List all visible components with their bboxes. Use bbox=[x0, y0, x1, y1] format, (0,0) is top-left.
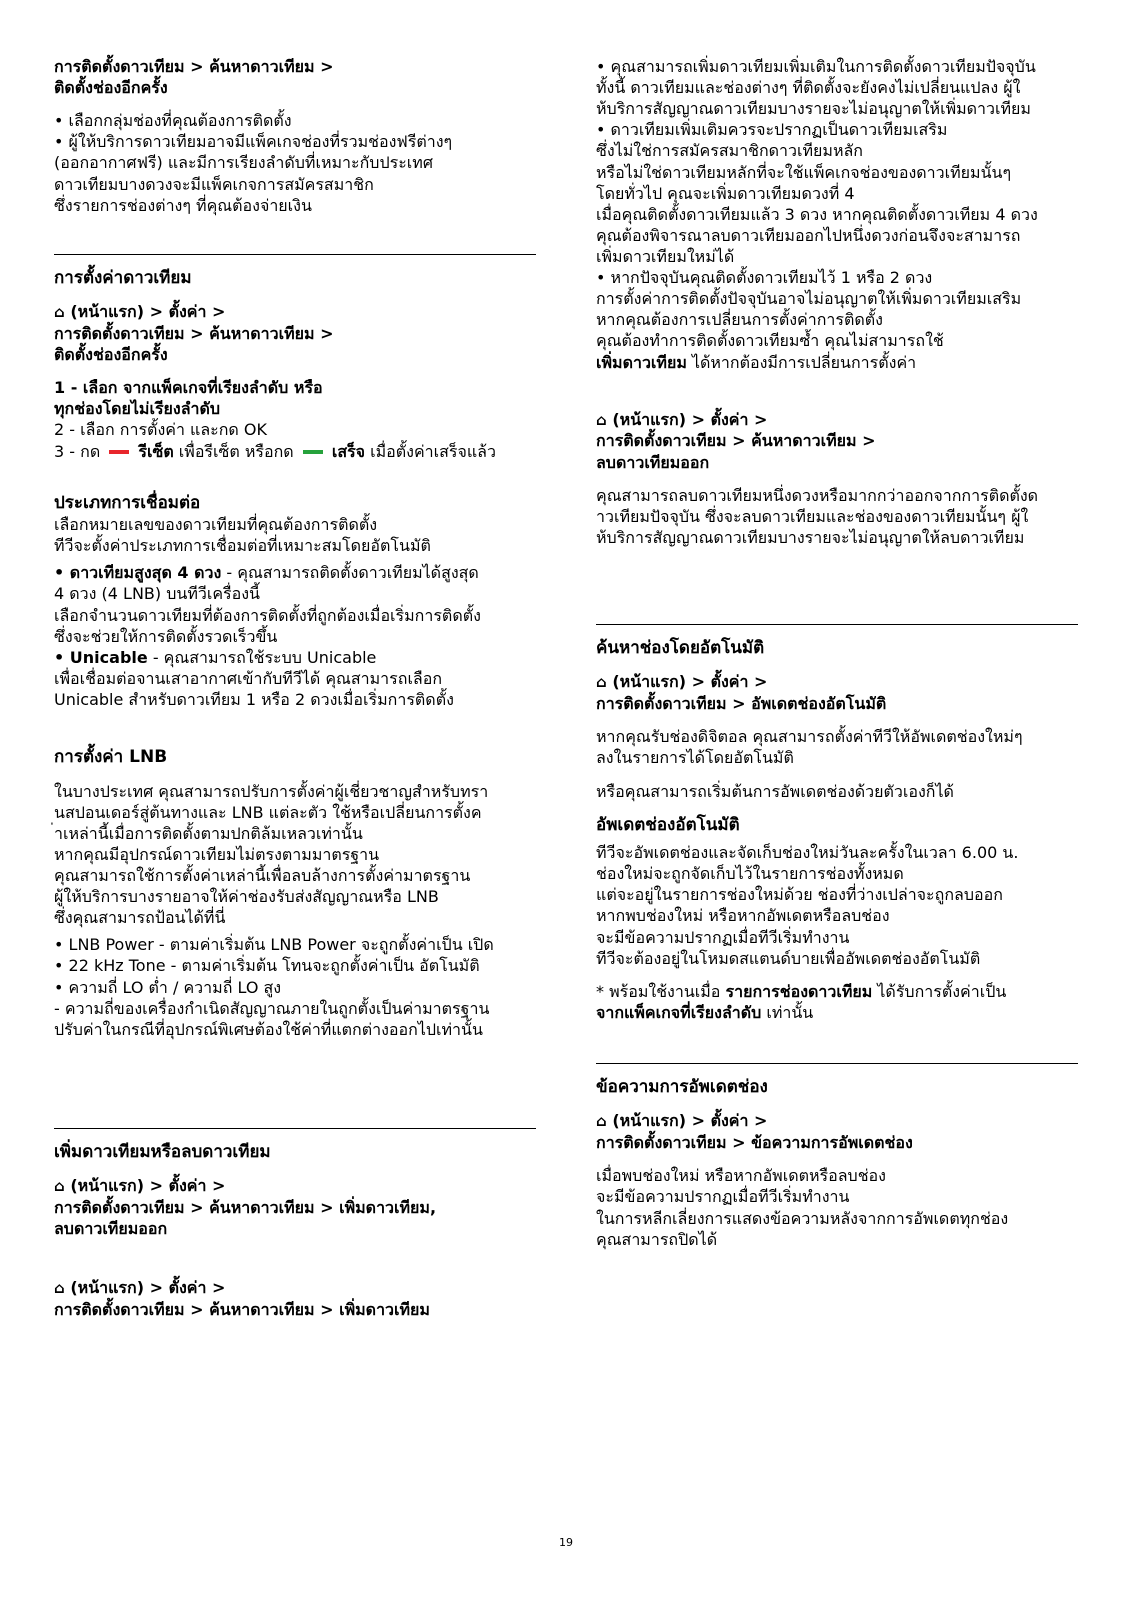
paragraph-line: หรือคุณสามารถเริ่มต้นการอัพเดตช่องด้วยตัวเองก็ได้ bbox=[596, 781, 954, 801]
paragraph-line: ซึ่งจะช่วยให้การติดตั้งรวดเร็วขึ้น bbox=[54, 626, 278, 646]
note-line bbox=[596, 981, 1078, 1002]
home-icon: ⌂ bbox=[596, 410, 607, 429]
paragraph-line: ในการหลีกเลี่ยงการแสดงข้อความหลังจากการอัพเดตทุกช่อง bbox=[596, 1208, 1009, 1228]
paragraph-line: 4 ดวง (4 LNB) บนทีวีเครื่องนี้ bbox=[54, 584, 260, 604]
home-path: (หน้าแรก) > ตั้งค่า > bbox=[612, 1111, 768, 1131]
step-line: ทุกช่องโดยไม่เรียงลำดับ bbox=[54, 399, 221, 419]
paragraph-line: เลือกหมายเลขของดาวเทียมที่คุณต้องการติดตั้ง bbox=[54, 515, 378, 535]
bullet-title: • ดาวเทียมสูงสุด 4 ดวง bbox=[54, 563, 222, 583]
home-icon: ⌂ bbox=[596, 673, 607, 692]
section-path: การติดตั้งดาวเทียม > ค้นหาดาวเทียม > เพิ่มดาวเทียม, bbox=[54, 1198, 437, 1218]
note-line bbox=[596, 1002, 1078, 1023]
paragraph-line: ปรับค่าในกรณีที่อุปกรณ์พิเศษต้องใช้ค่าที่แตกต่างออกไปเท่านั้น bbox=[54, 1019, 483, 1039]
paragraph-line: • เลือกกลุ่มช่องที่คุณต้องการติดตั้ง bbox=[54, 111, 292, 131]
bullet-text: ได้หากต้องมีการเปลี่ยนการตั้งค่า bbox=[686, 352, 917, 372]
paragraph-line: หากคุณต้องการเปลี่ยนการตั้งค่าการติดตั้ง bbox=[596, 310, 883, 330]
right-column bbox=[596, 56, 1078, 1250]
section-title: ข้อความการอัพเดตช่อง bbox=[596, 1076, 768, 1097]
paragraph-line: Unicable สำหรับดาวเทียม 1 หรือ 2 ดวงเมื่อเริ่มการติดตั้ง bbox=[54, 689, 454, 709]
done-label: เสร็จ bbox=[331, 441, 366, 461]
home-path: (หน้าแรก) > ตั้งค่า > bbox=[70, 1176, 226, 1196]
paragraph-line: • คุณสามารถเพิ่มดาวเทียมเพิ่มเติมในการติดตั้งดาวเทียมปัจจุบัน bbox=[596, 57, 1036, 76]
section-path: การติดตั้งดาวเทียม > ค้นหาดาวเทียม > bbox=[54, 57, 334, 76]
paragraph-line: ทีวีจะตั้งค่าประเภทการเชื่อมต่อที่เหมาะสมโดยอัตโนมัติ bbox=[54, 536, 431, 556]
section-path: การติดตั้งดาวเทียม > ค้นหาดาวเทียม > bbox=[596, 431, 876, 451]
paragraph-line: คุณต้องทำการติดตั้งดาวเทียมซ้ำ คุณไม่สามารถใช้ bbox=[596, 331, 944, 351]
paragraph-line: เลือกจำนวนดาวเทียมที่ต้องการติดตั้งที่ถูกต้องเมื่อเริ่มการติดตั้ง bbox=[54, 605, 481, 625]
paragraph-line: ทีวีจะต้องอยู่ในโหมดสแตนด์บายเพื่ออัพเดตช่องอัตโนมัติ bbox=[596, 948, 981, 968]
paragraph-line: าวเทียมปัจจุบัน ซึ่งจะลบดาวเทียมและช่องของดาวเทียมนั้นๆ ผู้ใ bbox=[596, 506, 1029, 526]
paragraph-line: • ความถี่ LO ต่ำ / ความถี่ LO สูง bbox=[54, 977, 282, 997]
paragraph-line: คุณสามารถปิดได้ bbox=[596, 1229, 718, 1249]
step-line: 2 - เลือก การตั้งค่า และกด OK bbox=[54, 420, 267, 440]
paragraph-line: การตั้งค่าการติดตั้งปัจจุบันอาจไม่อนุญาตให้เพิ่มดาวเทียมเสริม bbox=[596, 289, 1022, 309]
section-path: การติดตั้งดาวเทียม > ค้นหาดาวเทียม > bbox=[54, 324, 334, 343]
bullet-text: - คุณสามารถติดตั้งดาวเทียมได้สูงสุด bbox=[221, 563, 479, 583]
home-path: (หน้าแรก) > ตั้งค่า > bbox=[612, 409, 768, 429]
note-bold: รายการช่องดาวเทียม bbox=[725, 981, 873, 1001]
home-icon: ⌂ bbox=[54, 303, 65, 322]
paragraph-line bbox=[54, 562, 536, 583]
paragraph-line: หรือไม่ใช่ดาวเทียมหลักที่จะใช้แพ็คเกจช่องของดาวเทียมนั้นๆ bbox=[596, 162, 1012, 182]
paragraph-line: • ดาวเทียมเพิ่มเติมควรจะปรากฏเป็นดาวเทียมเสริม bbox=[596, 120, 948, 140]
home-icon: ⌂ bbox=[54, 1177, 65, 1196]
paragraph-line: ่าเหล่านี้เมื่อการติดตั้งตามปกติล้มเหลวเท่านั้น bbox=[54, 823, 363, 843]
page-number: 19 bbox=[559, 1536, 573, 1549]
paragraph-line: หากคุณมีอุปกรณ์ดาวเทียมไม่ตรงตามมาตรฐาน bbox=[54, 844, 380, 864]
paragraph-line: แต่จะอยู่ในรายการช่องใหม่ด้วย ช่องที่ว่างเปล่าจะถูกลบออก bbox=[596, 885, 1003, 905]
step-line: 1 - เลือก จากแพ็คเกจที่เรียงลำดับ หรือ bbox=[54, 378, 323, 398]
section-path: ลบดาวเทียมออก bbox=[54, 1219, 168, 1239]
paragraph-line: ดาวเทียมบางดวงจะมีแพ็คเกจการสมัครสมาชิก bbox=[54, 174, 374, 194]
section-title: ค้นหาช่องโดยอัตโนมัติ bbox=[596, 637, 765, 658]
paragraph-line: • LNB Power - ตามค่าเริ่มต้น LNB Power จะถูกตั้งค่าเป็น เปิด bbox=[54, 935, 494, 955]
section-title: การตั้งค่าดาวเทียม bbox=[54, 267, 192, 288]
section-title: ประเภทการเชื่อมต่อ bbox=[54, 492, 201, 513]
note-text: ได้รับการตั้งค่าเป็น bbox=[872, 981, 1007, 1001]
paragraph-line: จะมีข้อความปรากฏเมื่อทีวีเริ่มทำงาน bbox=[596, 927, 850, 947]
section-path: ติดตั้งช่องอีกครั้ง bbox=[54, 78, 168, 98]
paragraph-line: โดยทั่วไป คุณจะเพิ่มดาวเทียมดวงที่ 4 bbox=[596, 183, 855, 203]
paragraph-line bbox=[54, 647, 536, 668]
paragraph-line: ทีวีจะอัพเดตช่องและจัดเก็บช่องใหม่วันละครั้งในเวลา 6.00 น. bbox=[596, 843, 1019, 863]
section-path: การติดตั้งดาวเทียม > ค้นหาดาวเทียม > เพิ่มดาวเทียม bbox=[54, 1300, 430, 1320]
paragraph-line: คุณสามารถลบดาวเทียมหนึ่งดวงหรือมากกว่าออกจากการติดตั้งด bbox=[596, 485, 1039, 505]
paragraph-line: • ผู้ให้บริการดาวเทียมอาจมีแพ็คเกจช่องที่รวมช่องฟรีต่างๆ bbox=[54, 132, 453, 152]
paragraph-line: หากคุณรับช่องดิจิตอล คุณสามารถตั้งค่าทีวีให้อัพเดตช่องใหม่ๆ bbox=[596, 727, 1023, 747]
paragraph-line: (ออกอากาศฟรี) และมีการเรียงลำดับที่เหมาะกับประเทศ bbox=[54, 153, 433, 173]
paragraph-line: ห้บริการสัญญาณดาวเทียมบางรายจะไม่อนุญาตให้ลบดาวเทียม bbox=[596, 527, 1025, 547]
paragraph-line: ทั้งนี้ ดาวเทียมและช่องต่างๆ ที่ติดตั้งจะยังคงไม่เปลี่ยนแปลง ผู้ใ bbox=[596, 78, 1021, 98]
paragraph-line: ช่องใหม่จะถูกจัดเก็บไว้ในรายการช่องทั้งหมด bbox=[596, 864, 904, 884]
home-icon: ⌂ bbox=[54, 1279, 65, 1298]
paragraph-line: ในบางประเทศ คุณสามารถปรับการตั้งค่าผู้เชี่ยวชาญสำหรับทรา bbox=[54, 781, 489, 801]
section-title: เพิ่มดาวเทียมหรือลบดาวเทียม bbox=[54, 1141, 271, 1162]
paragraph-line bbox=[596, 352, 1078, 373]
paragraph-line: คุณต้องพิจารณาลบดาวเทียมออกไปหนึ่งดวงก่อนจึงจะสามารถ bbox=[596, 225, 1021, 245]
section-title: การตั้งค่า LNB bbox=[54, 747, 168, 768]
paragraph-line: - ความถี่ของเครื่องกำเนิดสัญญาณภายในถูกตั้งเป็นค่ามาตรฐาน bbox=[54, 998, 490, 1018]
subsection-title: อัพเดตช่องอัตโนมัติ bbox=[596, 814, 740, 835]
section-path: การติดตั้งดาวเทียม > อัพเดตช่องอัตโนมัติ bbox=[596, 694, 887, 714]
bullet-text: - คุณสามารถใช้ระบบ Unicable bbox=[147, 647, 377, 667]
green-key-icon bbox=[303, 450, 323, 454]
home-path: (หน้าแรก) > ตั้งค่า > bbox=[70, 302, 226, 322]
bullet-title: • Unicable bbox=[54, 647, 148, 667]
paragraph-line: คุณสามารถใช้การตั้งค่าเหล่านี้เพื่อลบล้างการตั้งค่ามาตรฐาน bbox=[54, 865, 471, 885]
section-path: ติดตั้งช่องอีกครั้ง bbox=[54, 345, 168, 365]
home-icon: ⌂ bbox=[596, 1112, 607, 1131]
home-path: (หน้าแรก) > ตั้งค่า > bbox=[612, 672, 768, 692]
step-text: เพื่อรีเซ็ต หรือกด bbox=[178, 441, 294, 461]
section-path: ลบดาวเทียมออก bbox=[596, 452, 710, 472]
paragraph-line: • หากปัจจุบันคุณติดตั้งดาวเทียมไว้ 1 หรือ 2 ดวง bbox=[596, 268, 933, 288]
paragraph-line: ผู้ให้บริการบางรายอาจให้ค่าช่องรับส่งสัญญาณหรือ LNB bbox=[54, 887, 439, 907]
paragraph-line: ห้บริการสัญญาณดาวเทียมบางรายจะไม่อนุญาตให้เพิ่มดาวเทียม bbox=[596, 99, 1031, 119]
left-column bbox=[54, 56, 536, 1320]
step-line bbox=[54, 441, 536, 462]
paragraph-line: เพิ่มดาวเทียมใหม่ได้ bbox=[596, 246, 735, 266]
paragraph-line: ซึ่งรายการช่องต่างๆ ที่คุณต้องจ่ายเงิน bbox=[54, 195, 312, 215]
note-bold: จากแพ็คเกจที่เรียงลำดับ bbox=[596, 1002, 762, 1022]
reset-label: รีเซ็ต bbox=[138, 441, 174, 461]
note-text: * พร้อมใช้งานเมื่อ bbox=[596, 981, 726, 1001]
paragraph-line: • 22 kHz Tone - ตามค่าเริ่มต้น โทนจะถูกตั้งค่าเป็น อัตโนมัติ bbox=[54, 956, 480, 976]
paragraph-line: ลงในรายการได้โดยอัตโนมัติ bbox=[596, 748, 794, 768]
step-text: เมื่อตั้งค่าเสร็จแล้ว bbox=[370, 441, 496, 461]
paragraph-line: ซึ่งไม่ใช่การสมัครสมาชิกดาวเทียมหลัก bbox=[596, 141, 863, 161]
paragraph-line: เมื่อพบช่องใหม่ หรือหากอัพเดตหรือลบช่อง bbox=[596, 1166, 886, 1186]
paragraph-line: หากพบช่องใหม่ หรือหากอัพเดตหรือลบช่อง bbox=[596, 906, 890, 926]
paragraph-line: ซึ่งคุณสามารถป้อนได้ที่นี่ bbox=[54, 908, 226, 928]
note-text: เท่านั้น bbox=[761, 1002, 814, 1022]
section-path: การติดตั้งดาวเทียม > ข้อความการอัพเดตช่อง bbox=[596, 1133, 913, 1153]
red-key-icon bbox=[109, 450, 129, 454]
paragraph-line: เพื่อเชื่อมต่อจานเสาอากาศเข้ากับทีวีได้ คุณสามารถเลือก bbox=[54, 668, 443, 688]
home-path: (หน้าแรก) > ตั้งค่า > bbox=[70, 1278, 226, 1298]
step-text: 3 - กด bbox=[54, 441, 101, 461]
paragraph-line: นสปอนเดอร์สู่ต้นทางและ LNB แต่ละตัว ใช้หรือเปลี่ยนการตั้งค bbox=[54, 802, 482, 822]
paragraph-line: จะมีข้อความปรากฏเมื่อทีวีเริ่มทำงาน bbox=[596, 1187, 850, 1207]
paragraph-line: เมื่อคุณติดตั้งดาวเทียมแล้ว 3 ดวง หากคุณติดตั้งดาวเทียม 4 ดวง bbox=[596, 204, 1038, 224]
menu-item-name: เพิ่มดาวเทียม bbox=[596, 352, 687, 372]
